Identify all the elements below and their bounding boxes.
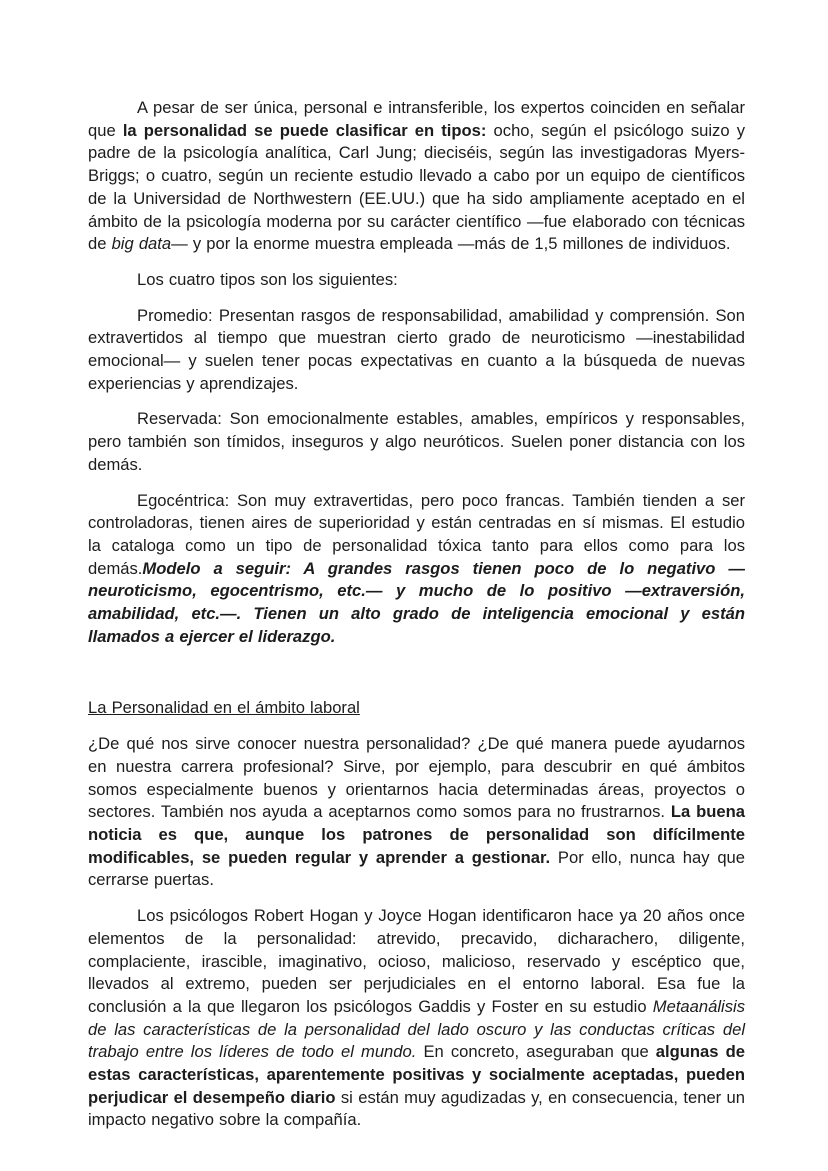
hogan-study-paragraph <box>88 905 745 1132</box>
section-heading-ambito-laboral <box>88 697 745 720</box>
type-reservada-paragraph <box>88 408 745 476</box>
text-run: En concreto, aseguraban que <box>416 1042 656 1062</box>
personality-usefulness-paragraph <box>88 733 745 892</box>
italic-text-run: big data <box>111 234 172 254</box>
bold-text-run: algunas de estas características, aparentemente positivas y socialmente aceptadas, pueden perjudicar el desempeño diario <box>88 1042 745 1107</box>
italic-text-run: Metaanálisis de las características de la personalidad del lado oscuro y las conductas críticas del trabajo entre los líderes de todo el mundo. <box>88 996 745 1062</box>
bold-text-run: La buena noticia es que, aunque los patrones de personalidad son difícilmente modificables, se pueden regular y aprender a gestionar. <box>88 802 745 867</box>
type-promedio-paragraph <box>88 305 745 396</box>
intro-paragraph <box>88 97 745 256</box>
text-run: Reservada: Son emocionalmente estables, amables, empíricos y responsables, pero también son tímidos, inseguros y algo neuróticos. Suelen poner distancia con los demás. <box>88 409 745 474</box>
type-egocentrica-paragraph <box>88 490 745 649</box>
text-run: Egocéntrica: Son muy extravertidas, pero poco francas. También tienden a ser controladoras, tienen aires de superioridad y están centradas en sí mismas. El estudio la cataloga como un tipo de personalidad tóxica tanto para ellos como para los demás. <box>88 490 745 578</box>
document-content <box>88 97 745 1145</box>
text-run: ¿De qué nos sirve conocer nuestra personalidad? ¿De qué manera puede ayudarnos en nuestra carrera profesional? Sirve, por ejemplo, para descubrir en qué ámbitos somos especialmente buenos y orientarnos hacia determinadas áreas, proyectos o sectores. También nos ayuda a aceptarnos como somos para no frustrarnos. <box>88 734 745 822</box>
text-run: Promedio: Presentan rasgos de responsabilidad, amabilidad y comprensión. Son extravertidos al tiempo que muestran cierto grado de neuroticismo —inestabilidad emocional— y suelen tener pocas expectativas en cuanto a la búsqueda de nuevas experiencias y aprendizajes. <box>88 305 745 393</box>
text-run: A pesar de ser única, personal e intransferible, los expertos coinciden en señalar que <box>88 98 745 140</box>
bold-text-run: la personalidad se puede clasificar en tipos: <box>122 120 487 140</box>
text-run: Los psicólogos Robert Hogan y Joyce Hogan identificaron hace ya 20 años once elementos de la personalidad: atrevido, precavido, dicharachero, diligente, complaciente, irascible, imaginativo, ocioso, malicioso, reservado y escéptico que, llevados al extremo, pueden ser perjudiciales en el entorno laboral. Esa fue la conclusión a la que llegaron los psicólogos Gaddis y Foster en su estudio <box>88 906 745 1016</box>
text-run: Los cuatro tipos son los siguientes: <box>137 269 398 289</box>
text-run: si están muy agudizadas y, en consecuencia, tener un impacto negativo sobre la compañía. <box>88 1087 746 1130</box>
text-run: Por ello, nunca hay que cerrarse puertas. <box>88 847 745 890</box>
text-run: — y por la enorme muestra empleada —más de 1,5 millones de individuos. <box>171 234 731 254</box>
bold-italic-text-run: Modelo a seguir: A grandes rasgos tienen poco de lo negativo —neuroticismo, egocentrismo, etc.— y mucho de lo positivo —extraversión, amabilidad, etc.—. Tienen un alto grado de inteligencia emocional y están llamados a ejercer el liderazgo. <box>88 558 745 646</box>
heading-underlined-text: La Personalidad en el ámbito laboral <box>88 698 360 718</box>
four-types-lead-paragraph <box>88 269 745 292</box>
text-run: ocho, según el psicólogo suizo y padre de la psicología analítica, Carl Jung; dieciséis, según las investigadoras Myers-Briggs; o cuatro, según un reciente estudio llevado a cabo por un equipo de científicos de la Universidad de Northwestern (EE.UU.) que ha sido ampliamente aceptado en el ámbito de la psicología moderna por su carácter científico —fue elaborado con técnicas de <box>88 120 745 254</box>
